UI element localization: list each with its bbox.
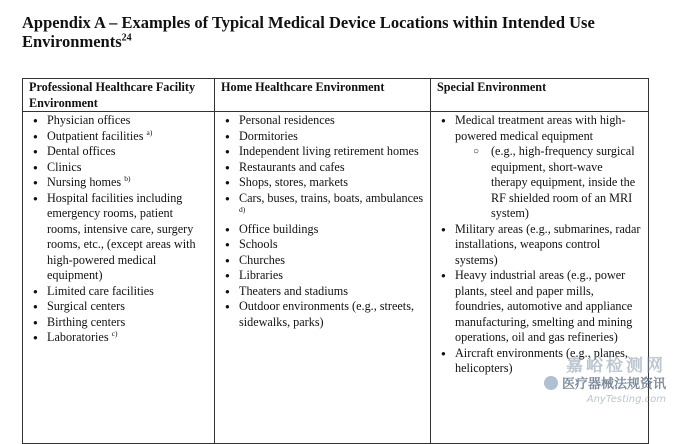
list-item: ● Aircraft environments (e.g., planes, helicopters): [437, 346, 642, 377]
watermark-subtitle-text: 医疗器械法规资讯: [561, 377, 666, 392]
column-header-home: Home Healthcare Environment: [215, 79, 431, 112]
special-list: [437, 113, 642, 377]
watermark-subtitle: [456, 376, 666, 394]
list-item: ● Restaurants and cafes: [221, 160, 424, 176]
appendix-heading: [22, 13, 662, 51]
list-item: ● Shops, stores, markets: [221, 175, 424, 191]
list-item: ● Hospital facilities including emergency rooms, patient rooms, intensive care, surgery rooms, etc., (except areas with high-powered medical equipment): [29, 191, 208, 284]
list-item: ● Clinics: [29, 160, 208, 176]
list-item: ● Surgical centers: [29, 299, 208, 315]
appendix-heading-text: Appendix A – Examples of Typical Medical Device Locations within Intended Use Environments: [22, 13, 595, 51]
footnote-marker: d): [239, 204, 246, 214]
list-item: ● Cars, buses, trains, boats, ambulances $^{d)}$: [221, 191, 424, 222]
footnote-marker: a): [146, 127, 153, 137]
list-item: ● Theaters and stadiums: [221, 284, 424, 300]
list-item: ● Laboratories $^{c)}$: [29, 330, 208, 346]
list-item: ● Military areas (e.g., submarines, radar installations, weapons control systems): [437, 222, 642, 269]
list-item: ● Personal residences: [221, 113, 424, 129]
footnote-marker: c): [111, 328, 118, 338]
list-item: ● Schools: [221, 237, 424, 253]
list-item: ● Outdoor environments (e.g., streets, sidewalks, parks): [221, 299, 424, 330]
list-item: ● Dormitories: [221, 129, 424, 145]
professional-list: [29, 113, 208, 346]
list-item: ● Physician offices: [29, 113, 208, 129]
list-item: ● Birthing centers: [29, 315, 208, 331]
list-item: ● Limited care facilities: [29, 284, 208, 300]
home-column-cell: [215, 112, 431, 444]
list-item: ● Nursing homes $^{b)}$: [29, 175, 208, 191]
list-item: ● Heavy industrial areas (e.g., power plants, steel and paper mills, foundries, automotive and appliance manufacturing, smelting and mining operations, oil and gas refineries): [437, 268, 642, 346]
home-list: [221, 113, 424, 330]
site-watermark: [456, 356, 666, 406]
list-item: ● Libraries: [221, 268, 424, 284]
heading-footnote-marker: 24: [121, 32, 132, 44]
list-item: ● Churches: [221, 253, 424, 269]
professional-column-cell: [23, 112, 215, 444]
list-item: ● Outpatient facilities $^{a)}$: [29, 129, 208, 145]
sub-list: [455, 144, 642, 222]
list-item: ● Dental offices: [29, 144, 208, 160]
table-header-row: [23, 79, 649, 112]
column-header-professional: Professional Healthcare Facility Environment: [23, 79, 215, 112]
list-item: ● Medical treatment areas with high-powered medical equipment ○ (e.g., high-frequency surgical equipment, short-wave therapy equipment, inside the RF shielded room of an MRI system): [437, 113, 642, 222]
watermark-domain: AnyTesting.com: [586, 394, 666, 405]
watermark-title: 嘉峪检测网: [566, 356, 666, 376]
footnote-marker: b): [124, 173, 131, 183]
list-item: ● Independent living retirement homes: [221, 144, 424, 160]
list-item: ● Office buildings: [221, 222, 424, 238]
wechat-icon: [544, 376, 558, 390]
column-header-special: Special Environment: [431, 79, 649, 112]
sub-list-item: ○ (e.g., high-frequency surgical equipment, short-wave therapy equipment, inside the RF shielded room of an MRI system): [455, 144, 642, 222]
